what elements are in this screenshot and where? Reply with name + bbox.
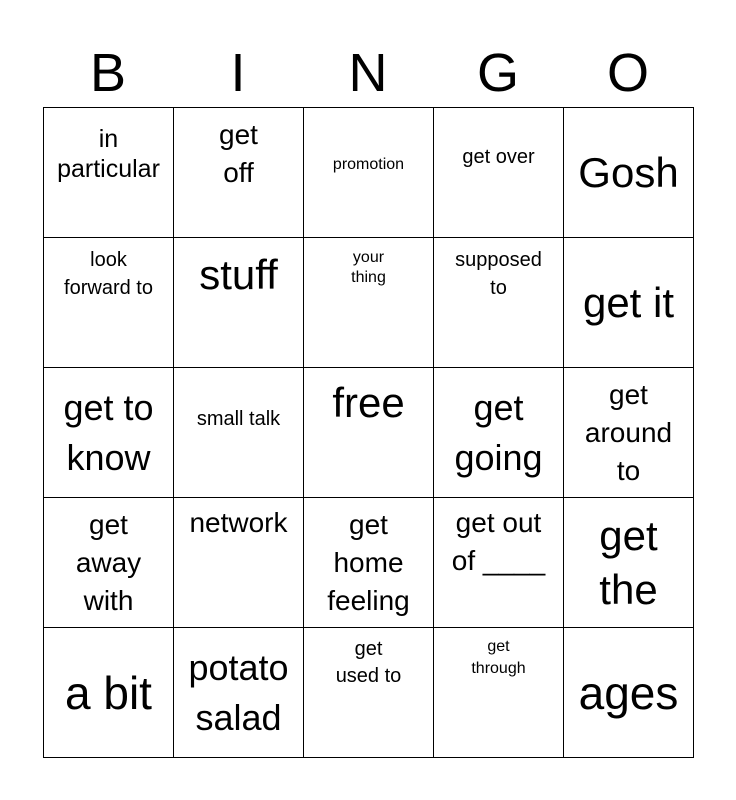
bingo-cell[interactable]	[434, 108, 564, 238]
cell-text: get it	[582, 278, 675, 326]
cell-text: free	[332, 379, 405, 426]
bingo-cell[interactable]	[174, 108, 304, 238]
bingo-cell[interactable]	[564, 628, 694, 758]
cell-text: potato salad	[188, 646, 289, 738]
bingo-cell[interactable]	[434, 238, 564, 368]
cell-text: your thing	[351, 249, 386, 286]
bingo-cell[interactable]	[564, 498, 694, 628]
cell-text: ages	[578, 666, 679, 719]
cell-text: stuff	[199, 251, 278, 298]
cell-text: get off	[219, 119, 258, 188]
bingo-cell[interactable]	[304, 108, 434, 238]
bingo-cell[interactable]	[564, 108, 694, 238]
cell-text: get over	[462, 146, 535, 168]
cell-text: get the	[599, 511, 658, 613]
bingo-cell[interactable]	[434, 628, 564, 758]
bingo-cell[interactable]	[174, 498, 304, 628]
cell-text: get out of ____	[451, 507, 546, 576]
bingo-cell[interactable]	[174, 238, 304, 368]
bingo-cell[interactable]	[304, 238, 434, 368]
bingo-card-grid	[43, 107, 694, 758]
cell-text: get away with	[75, 508, 142, 616]
cell-text: promotion	[332, 155, 405, 173]
bingo-cell[interactable]	[44, 108, 174, 238]
bingo-header	[43, 40, 693, 106]
cell-text: Gosh	[578, 148, 679, 196]
cell-text: supposed to	[455, 249, 542, 299]
cell-text: get home feeling	[327, 508, 410, 616]
bingo-cell[interactable]	[304, 368, 434, 498]
cell-text: get used to	[335, 638, 402, 687]
cell-text: get to know	[63, 386, 154, 478]
bingo-cell[interactable]	[44, 368, 174, 498]
bingo-cell[interactable]	[564, 238, 694, 368]
bingo-cell[interactable]	[44, 238, 174, 368]
cell-text: in particular	[57, 125, 160, 183]
bingo-cell[interactable]	[44, 628, 174, 758]
cell-text: get around to	[584, 378, 673, 486]
bingo-cell[interactable]	[174, 628, 304, 758]
cell-text: network	[189, 507, 288, 538]
cell-text: get through	[471, 638, 526, 677]
bingo-cell[interactable]	[304, 498, 434, 628]
header-letter-n: N	[348, 43, 388, 103]
header-letter-g: G	[476, 43, 519, 103]
bingo-cell[interactable]	[44, 498, 174, 628]
header-letter-o: O	[606, 43, 649, 103]
cell-text: small talk	[196, 408, 281, 430]
header-letter-b: B	[89, 43, 127, 103]
bingo-cell[interactable]	[564, 368, 694, 498]
cell-text: look forward to	[64, 249, 153, 299]
cell-text: get going	[454, 386, 543, 478]
bingo-cell[interactable]	[434, 498, 564, 628]
bingo-cell[interactable]	[434, 368, 564, 498]
cell-text: a bit	[65, 666, 152, 719]
bingo-cell[interactable]	[304, 628, 434, 758]
header-letter-i: I	[230, 43, 246, 103]
bingo-cell[interactable]	[174, 368, 304, 498]
